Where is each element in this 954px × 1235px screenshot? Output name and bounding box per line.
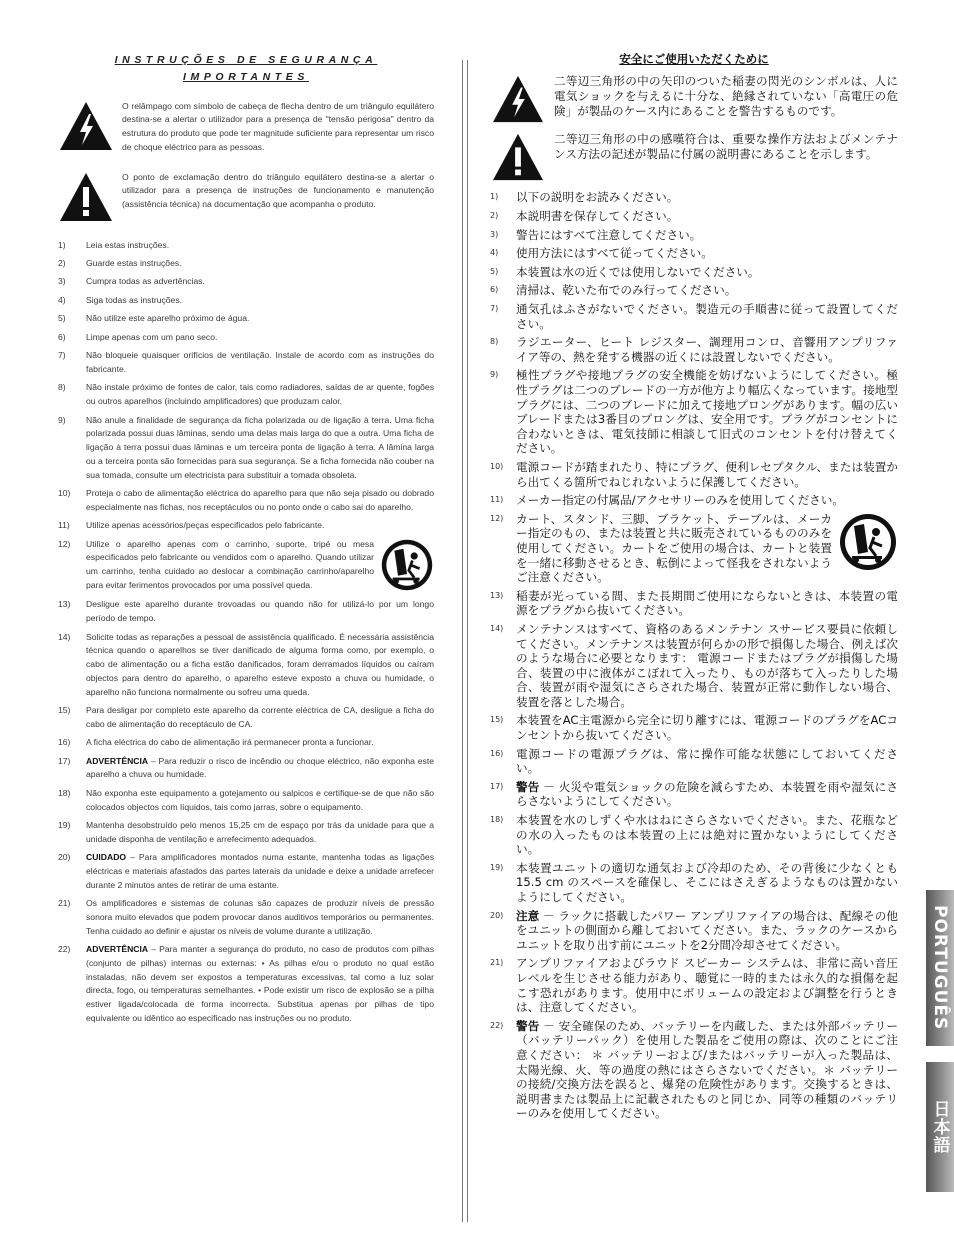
list-item (58, 487, 434, 515)
jp-instruction-list (490, 190, 898, 1120)
list-item-text (86, 538, 434, 594)
list-item-body: 電源コードが踏まれたり、特にプラグ、便利レセプタクル、または装置から出てくる箇所でねじれないように保護してください。 (516, 459, 898, 489)
list-item-body: 本装置をAC主電源から完全に切り離すには、電源コードのプラグをACコンセントから抜いてください。 (516, 713, 898, 743)
list-item-text (86, 736, 434, 750)
list-item-number: 5) (490, 266, 499, 276)
list-item (490, 622, 898, 710)
list-item-body: Não bloqueie quaisquer orifícios de ventilação. Instale de acordo com as instruções do fabricante. (86, 350, 434, 374)
lightning-warning-icon (58, 100, 114, 152)
list-item-text (86, 257, 434, 271)
list-item-number: 16) (58, 737, 71, 748)
list-item (58, 349, 434, 377)
list-item-body: Utilize o aparelho apenas com o carrinho, suporte, tripé ou mesa especificados pelo fabricante ou vendidos com o aparelho. Quando utilizar um carrinho, tenha cuidado ao deslocar a combinação carrinho/aparelho para evitar ferimentos provocados por uma possível queda. (86, 538, 374, 590)
list-item-number: 22) (58, 944, 71, 955)
list-item-body: － 安全確保のため、バッテリーを内蔵した、または外部バッテリー（バッテリーパック）を使用した製品をご使用の際は、次のことにご注意ください： ＊ バッテリーおよび/またはバッテリーが入った製品は、太陽光線、火、等の過度の熱にはさらさないでください。＊ バッテリーの接続/交換方法を誤ると、爆発の危険性があります。交換するときは、説明書または製品上に記載されたものと同じか、同等の種類のバッテリーのみを使用してください。 (516, 1018, 898, 1121)
list-item-body: Desligue este aparelho durante trovoadas ou quando não for utilizá-lo por um longo período de tempo. (86, 599, 434, 624)
list-item (58, 943, 434, 1026)
list-item-number: 3) (58, 276, 66, 287)
list-item-number: 11) (58, 520, 70, 531)
list-item (58, 414, 434, 483)
list-item-body: A ficha eléctrica do cabo de alimentação irá permanecer pronta a funcionar. (86, 737, 374, 748)
list-item (490, 956, 898, 1014)
list-item-text (516, 209, 898, 224)
list-item-text (86, 598, 434, 626)
list-item-number: 4) (58, 294, 66, 305)
list-item-number: 10) (490, 461, 504, 471)
list-item-number: 18) (58, 787, 71, 798)
list-item-lead: CUIDADO (86, 852, 127, 863)
list-item-number: 7) (58, 350, 66, 361)
list-item-text (516, 622, 898, 710)
list-item-number: 10) (58, 488, 71, 499)
pt-exclamation-notice (58, 171, 434, 223)
list-item-body: Os amplificadores e sistemas de colunas são capazes de produzir níveis de pressão sonora muito elevados que podem provocar danos auditivos temporários ou permanentes. Tenha cuidado ao definir e ajustar os níveis de volume durante a utilização. (86, 898, 434, 936)
list-item-number: 5) (58, 313, 66, 324)
list-item-number: 15) (490, 715, 504, 725)
pt-instruction-list (58, 239, 434, 1026)
list-item (58, 239, 434, 253)
list-item-text (516, 228, 898, 243)
list-item-text (86, 294, 434, 308)
list-item-body: ラジエーター、ヒート レジスター、調理用コンロ、音響用アンプリファイア等の、熱を発する機器の近くには設置しないでください。 (516, 335, 898, 364)
list-item-text (86, 487, 434, 515)
list-item-number: 21) (490, 958, 504, 968)
list-item (58, 294, 434, 308)
list-item-text (516, 302, 898, 331)
pt-title: INSTRUÇÕES DE SEGURANÇA IMPORTANTES (114, 54, 378, 83)
list-item-number: 17) (58, 755, 71, 766)
list-item-body: Para desligar por completo este aparelho da corrente eléctrica de CA, desligue a ficha do cabo de alimentação do receptáculo de CA. (86, 704, 434, 729)
list-item-body: － 火災や電気ショックの危険を減らすため、本装置を雨や湿気にさらさないようにしてください。 (516, 779, 898, 809)
list-item-text (86, 414, 434, 483)
list-item-text (516, 861, 898, 905)
list-item-number: 4) (490, 248, 499, 258)
list-item (58, 897, 434, 938)
list-item-text (86, 519, 434, 533)
list-item (490, 1019, 898, 1121)
list-item-lead: 警告 (516, 1018, 540, 1033)
cart-tipover-warning-icon (380, 538, 434, 592)
list-item (58, 851, 434, 892)
list-item (58, 598, 434, 626)
list-item-number: 15) (58, 704, 71, 715)
list-item-lead: ADVERTÊNCIA (86, 944, 149, 955)
list-item (58, 381, 434, 409)
list-item-text (516, 283, 898, 298)
list-item-number: 1) (58, 239, 66, 250)
list-item-body: Siga todas as instruções. (86, 294, 183, 305)
list-item-number: 14) (58, 631, 71, 642)
list-item-text (516, 589, 898, 618)
list-item-text (516, 813, 898, 857)
list-item-body: 警告にはすべて注意してください。 (516, 227, 702, 242)
list-item-number: 1) (490, 192, 499, 202)
list-item-body: Não anule a finalidade de segurança da ficha polarizada ou de ligação à terra. Uma ficha polarizada possui duas lâminas, sendo uma delas mais larga do que a outra. Uma ficha de ligação à terra possui duas lâminas e um terceira ponta de ligação à terra. A lâmina larga ou a terceira ponta são fornecidas para sua segurança. Se a ficha fornecida não couber na sua tomada, consulte um electricista para substituir a tomada obsoleta. (86, 414, 434, 480)
list-item-body: Leia estas instruções. (86, 239, 170, 250)
list-item-text (516, 747, 898, 776)
list-item-text (516, 493, 898, 508)
list-item (58, 257, 434, 271)
list-item-lead: 注意 (516, 908, 540, 923)
list-item-text (86, 787, 434, 815)
list-item-number: 18) (490, 815, 504, 825)
list-item-number: 16) (490, 748, 504, 758)
exclamation-warning-icon (58, 171, 114, 223)
portuguese-column (58, 52, 434, 1030)
pt-lightning-text: O relâmpago com símbolo de cabeça de flecha dentro de um triângulo equilátero destina-se a alertar o utilizador para a presença de "tensão perigosa" dentro da estrutura do produto que pode ter magnitude suficiente para representar um risco de choque eléctrico para as pessoas. (122, 100, 434, 152)
list-item-text (86, 349, 434, 377)
list-item-number: 2) (490, 211, 499, 221)
list-item-body: Guarde estas instruções. (86, 258, 182, 269)
portuguese-language-tab (926, 890, 954, 1046)
jp-lightning-notice (490, 74, 898, 124)
list-item-body: 通気孔はふさがないでください。製造元の手順書に従って設置してください。 (516, 302, 898, 331)
cart-tipover-warning-icon (838, 512, 898, 572)
list-item-number: 22) (490, 1020, 504, 1030)
list-item (490, 209, 898, 224)
list-item-text (516, 956, 898, 1014)
list-item (490, 246, 898, 261)
list-item (490, 302, 898, 331)
list-item-body: Cumpra todas as advertências. (86, 276, 205, 287)
list-item-text (516, 713, 898, 742)
list-item (58, 755, 434, 783)
list-item (490, 780, 898, 809)
list-item-body: Não utilize este aparelho próximo de água. (86, 313, 250, 324)
list-item (58, 819, 434, 847)
list-item (58, 275, 434, 289)
list-item (490, 813, 898, 857)
jp-lightning-text: 二等辺三角形の中の矢印のついた稲妻の閃光のシンボルは、人に電気ショックを与えるに十分な、絶縁されていない「高電圧の危険」が製品のケース内にあることを警告するものです。 (554, 74, 898, 118)
list-item-body: メーカー指定の付属品/アクセサリーのみを使用してください。 (516, 493, 844, 508)
list-item-number: 6) (490, 285, 499, 295)
list-item-text (86, 755, 434, 783)
list-item-number: 12) (490, 513, 504, 523)
list-item-number: 13) (490, 590, 504, 600)
list-item-body: 電源コードの電源プラグは、常に操作可能な状態にしておいてください。 (516, 746, 898, 776)
list-item (490, 512, 898, 585)
japanese-column (490, 52, 898, 1125)
list-item-text (516, 246, 898, 261)
list-item-text (516, 335, 898, 364)
list-item-number: 19) (58, 819, 71, 830)
list-item (58, 538, 434, 594)
list-item (58, 312, 434, 326)
list-item-number: 13) (58, 599, 71, 610)
lightning-warning-icon (490, 74, 546, 124)
portuguese-tab-label: PORTUGUÊS (930, 905, 950, 1031)
list-item-text (86, 331, 434, 345)
list-item-body: 清掃は、乾いた布でのみ行ってください。 (516, 283, 737, 298)
list-item (490, 589, 898, 618)
list-item-body: 使用方法にはすべて従ってください。 (516, 246, 713, 261)
list-item-text (86, 704, 434, 732)
list-item-number: 8) (58, 382, 66, 393)
list-item (58, 736, 434, 750)
list-item-text (516, 190, 898, 205)
list-item-body: 以下の説明をお読みください。 (516, 190, 679, 205)
list-item-number: 9) (490, 370, 499, 380)
list-item-body: － ラックに搭載したパワー アンプリファイアの場合は、配線その他をユニットの側面から離しておいてください。また、ラックのケースからユニットを取り出す前にユニットを2分間冷却させてください。 (516, 908, 898, 952)
list-item (58, 631, 434, 700)
list-item-number: 21) (58, 898, 71, 909)
list-item-number: 2) (58, 258, 66, 269)
list-item-number: 3) (490, 229, 499, 239)
list-item-lead: 警告 (516, 779, 540, 794)
list-item-text (86, 239, 434, 253)
list-item-text (516, 780, 898, 809)
list-item-number: 17) (490, 781, 504, 791)
list-item-number: 6) (58, 331, 66, 342)
list-item (490, 190, 898, 205)
list-item-number: 11) (490, 495, 504, 505)
jp-exclamation-notice (490, 132, 898, 182)
list-item-text (86, 851, 434, 892)
list-item-body: メンテナンスはすべて、資格のあるメンテナン スサービス要員に依頼してください。メンテナンスは装置が何らかの形で損傷した場合、例えば次のような場合に必要となります： 電源コードまたはプラグが損傷した場合、装置の中に液体がこぼれて入ったり、ものが落ちて入ったりした場合、装置が雨や湿気にさらされた場合、装置が正常に動作しない場合、装置を落とした場合。 (516, 621, 898, 709)
list-item-body: Não instale próximo de fontes de calor, tais como radiadores, saídas de ar quente, fogões ou outros aparelhos (incluindo amplificadores) que produzam calor. (86, 382, 434, 407)
list-item-text (516, 460, 898, 489)
list-item-text (516, 512, 898, 585)
list-item (490, 909, 898, 953)
list-item-body: Proteja o cabo de alimentação eléctrica do aparelho para que não seja pisado ou dobrado especialmente nas fichas, nos receptáculos ou no ponto onde o cabo sai do aparelho. (86, 488, 434, 512)
list-item-text (86, 312, 434, 326)
column-divider-right (467, 60, 468, 1222)
list-item-text (516, 909, 898, 953)
list-item (58, 704, 434, 732)
japanese-tab-label: 日本語 (929, 1100, 950, 1154)
list-item-body: 本装置は水の近くでは使用しないでください。 (516, 264, 760, 279)
list-item (490, 460, 898, 489)
list-item-body: Limpe apenas com um pano seco. (86, 331, 218, 342)
list-item-body: Mantenha desobstruído pelo menos 15,25 cm de espaço por trás da unidade para que a unidade disponha de ventilação e arrefecimento adequados. (86, 819, 434, 844)
list-item-number: 20) (490, 910, 504, 920)
list-item-number: 12) (58, 538, 71, 549)
list-item-number: 19) (490, 862, 504, 872)
list-item (58, 519, 434, 533)
list-item (490, 368, 898, 456)
list-item (490, 265, 898, 280)
list-item-number: 8) (490, 337, 499, 347)
jp-title: 安全にご使用いただくために (619, 52, 769, 66)
exclamation-warning-icon (490, 132, 546, 182)
list-item-text (516, 265, 898, 280)
list-item-text (86, 381, 434, 409)
list-item-body: Não exponha este equipamento a gotejamento ou salpicos e certifique-se de que não são colocados objectos com líquidos, tais como jarras, sobre o equipamento. (86, 787, 434, 812)
list-item-number: 14) (490, 623, 504, 633)
list-item-body: – Para reduzir o risco de incêndio ou choque eléctrico, não exponha este aparelho a chuva ou humidade. (86, 755, 434, 780)
list-item-body: Utilize apenas acessórios/peças especificados pelo fabricante. (86, 520, 325, 531)
japanese-language-tab (926, 1062, 954, 1192)
list-item-body: – Para amplificadores montados numa estante, mantenha todas as ligações eléctricas e materiais afastados das partes laterais da unidade e deixe a unidade arrefecer durante 2 minutos antes de retirar de uma estante. (86, 852, 434, 890)
list-item-number: 7) (490, 304, 499, 314)
list-item-body: 稲妻が光っている間、また長期間ご使用にならないときは、本装置の電源をプラグから抜いてください。 (516, 588, 898, 618)
list-item-body: カート、スタンド、三脚、ブラケット、テーブルは、メーカー指定のもの、または装置と共に販売されているもののみを使用してください。カートをご使用の場合は、カートと装置を一緒に移動させるとき、転倒によって怪我をされないようご注意ください。 (516, 511, 832, 585)
list-item-text (86, 631, 434, 700)
list-item-body: Solicite todas as reparações a pessoal de assistência qualificado. É necessária assistência técnica quando o aparelhos se tiver danificado de alguma forma como, por exemplo, o cabo de alimentação ou a ficha estão danificados, foram derramados líquidos ou caíram objectos para dentro do aparelho, o aparelho esteve exposto a chuva ou humidade, o aparelho não funciona normalmente ou sofreu uma queda. (86, 631, 434, 697)
list-item-number: 20) (58, 852, 71, 863)
list-item-text (516, 1019, 898, 1121)
list-item-body: – Para manter a segurança do produto, no caso de produtos com pilhas (conjunto de pilhas) internas ou externas: • As pilhas e/ou o produto no qual estão instaladas, não devem ser expostos a temperaturas excessivas, tal como a luz solar directa, fogo, ou temperaturas semelhantes. • Pode existir um risco de explosão se a pilha estiver ligada/colocada de forma incorrecta. Substitua apenas por pilhas de tipo equivalente ou idêntico ao especificado nas instruções ou no produto. (86, 944, 434, 1023)
list-item-body: 本説明書を保存してください。 (516, 209, 679, 224)
column-divider-left (462, 60, 463, 1222)
list-item-body: 極性プラグや接地プラグの安全機能を妨げないようにしてください。極性プラグは二つのブレードの一方が他方より幅広くなっています。接地型プラグには、二つのブレードに加えて接地プロングがあります。幅の広いブレードまたは3番目のプロングは、安全用です。プラグがコンセントに合わないときは、電気技師に相談して旧式のコンセントを付け替えてください。 (516, 368, 898, 456)
list-item (490, 228, 898, 243)
list-item-text (86, 897, 434, 938)
list-item (490, 335, 898, 364)
list-item (490, 747, 898, 776)
list-item-body: 本装置を水のしずくや水はねにさらさないでください。また、花瓶などの水の入ったものは本装置の上には絶対に置かないようにしてください。 (516, 813, 898, 857)
list-item-text (516, 368, 898, 456)
list-item-number: 9) (58, 414, 66, 425)
pt-exclamation-text: O ponto de exclamação dentro do triângulo equilátero destina-se a alertar o utilizador para a presença de instruções de funcionamento e manutenção (assistência técnica) na documentação que acompanha o produto. (122, 171, 434, 210)
list-item (490, 713, 898, 742)
list-item (58, 787, 434, 815)
list-item (490, 283, 898, 298)
list-item-body: 本装置ユニットの適切な通気および冷却のため、その背後に少なくとも 15.5 cm のスペースを確保し、そこにはさえぎるようなものは置かないようにしてください。 (516, 860, 898, 905)
list-item-text (86, 275, 434, 289)
list-item-lead: ADVERTÊNCIA (86, 755, 149, 766)
pt-lightning-notice (58, 100, 434, 155)
list-item-text (86, 819, 434, 847)
jp-exclamation-text: 二等辺三角形の中の感嘆符合は、重要な操作方法およびメンテナンス方法の記述が製品に付属の説明書にあることを示します。 (554, 132, 898, 162)
list-item (490, 493, 898, 508)
list-item-text (86, 943, 434, 1026)
list-item (490, 861, 898, 905)
list-item-body: アンプリファイアおよびラウド スピーカー システムは、非常に高い音圧レベルを生じさせる能力があり、聴覚に一時的または永久的な損傷を起こす恐れがあります。使用中にボリュームの設定および調整を行うときは、注意してください。 (516, 956, 898, 1015)
list-item (58, 331, 434, 345)
